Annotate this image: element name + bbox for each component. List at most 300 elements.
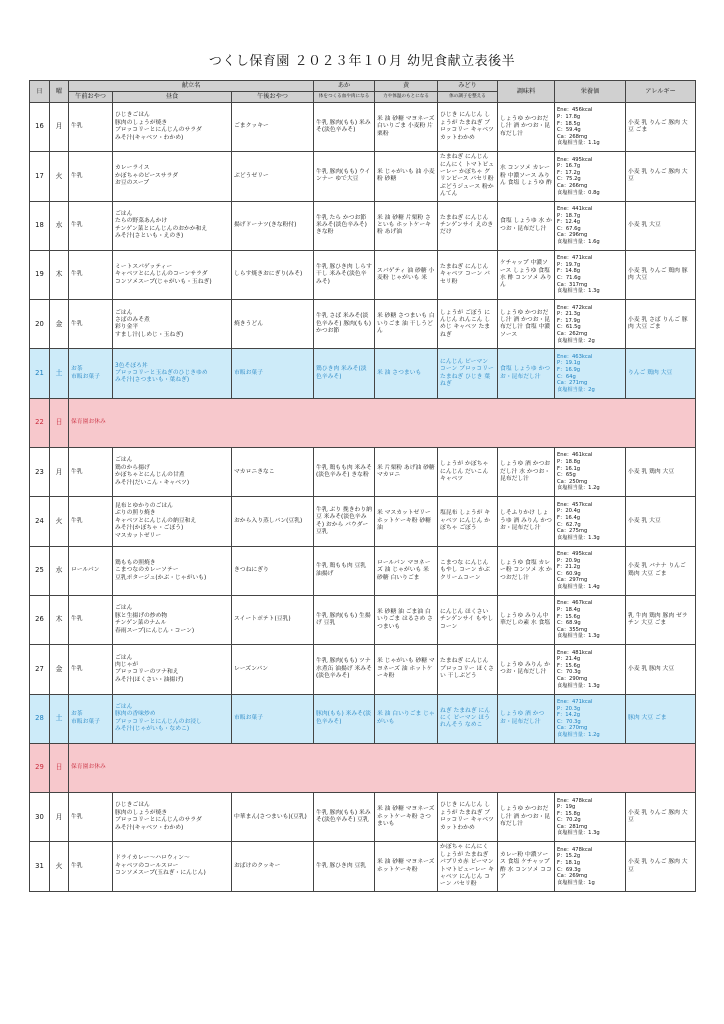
allergy-cell-text: りんご 鶏肉 大豆 <box>628 369 673 376</box>
day-cell <box>30 201 50 250</box>
energy-value: Ene：478kcal <box>557 797 593 804</box>
fat-value: F：16.4g <box>557 514 581 521</box>
yellow-food-cell <box>375 103 438 152</box>
am-snack-cell-text: お茶 市販お菓子 <box>71 711 100 725</box>
nutrition-cell <box>555 349 626 398</box>
weekday-cell <box>50 497 69 546</box>
nutrition-cell <box>555 694 626 743</box>
weekday-cell-text: 日 <box>55 763 63 772</box>
lunch-cell <box>113 448 232 497</box>
seasoning-cell <box>498 250 555 299</box>
green-food-cell <box>438 842 498 891</box>
green-food-cell-text: たまねぎ にんじん キャベツ コーン パセリ粉 <box>440 263 490 285</box>
menu-row <box>30 152 696 201</box>
weekday-cell <box>50 448 69 497</box>
seasoning-cell <box>498 349 555 398</box>
lunch-cell-text: ごはん 豚と生揚げの炒め物 チンゲン菜のナムル 春雨スープ(にんじん・コーン) <box>115 605 195 634</box>
yellow-food-cell <box>375 497 438 546</box>
carb-value: C：60.9g <box>557 570 581 577</box>
carb-value: C：59.4g <box>557 127 581 134</box>
protein-value: P：21.3g <box>557 311 581 318</box>
red-food-cell <box>314 694 375 743</box>
allergy-cell-text: 小麦 乳 豚肉 大豆 <box>628 665 675 672</box>
allergy-cell <box>626 349 696 398</box>
red-food-cell <box>314 842 375 891</box>
yellow-food-cell-text: スパゲティ 油 砂糖 小麦粉 じゃがいも 米 <box>377 267 435 282</box>
am-snack-cell <box>69 645 113 694</box>
lunch-cell <box>113 300 232 349</box>
green-food-cell <box>438 250 498 299</box>
salt-value: 食塩相当量：1.2g <box>557 731 600 738</box>
protein-value: P：19g <box>557 804 576 811</box>
weekday-cell-text: 土 <box>55 714 63 722</box>
yellow-food-cell-text: 米 砂糖 さつまいも 白いりごま 油 干しうどん <box>377 313 435 335</box>
protein-value: P：19.7g <box>557 261 581 268</box>
green-food-cell-text: こまつな にんじん もやし コーン かぶ クリームコーン <box>440 559 490 581</box>
weekday-cell <box>50 595 69 644</box>
header-am-snack: 午前おやつ <box>69 92 113 103</box>
allergy-cell-text: 豚肉 大豆 ごま <box>628 715 667 721</box>
salt-value: 食塩相当量：0.8g <box>557 189 600 196</box>
seasoning-cell <box>498 546 555 595</box>
red-food-cell-text: 牛乳 豚肉(もも) 米みそ(淡色辛みそ) 豆乳 <box>316 809 371 824</box>
seasoning-cell <box>498 694 555 743</box>
nutrition-cell <box>555 793 626 842</box>
calcium-value: Ca：317mg <box>557 281 588 288</box>
pm-snack-cell <box>232 497 314 546</box>
green-food-cell-text: ねぎ たまねぎ にんにく ピーマン ほうれんそう なめこ <box>440 707 491 729</box>
red-food-cell <box>314 645 375 694</box>
protein-value: P：21.4g <box>557 656 581 663</box>
seasoning-cell <box>498 842 555 891</box>
salt-value: 食塩相当量：1g <box>557 879 595 886</box>
allergy-cell-text: 小麦 乳 大豆 <box>628 517 661 524</box>
green-food-cell <box>438 497 498 546</box>
pm-snack-cell-text: 中華まん(さつまいも)(豆乳) <box>234 813 307 820</box>
fat-value: F：21.2g <box>557 564 581 571</box>
am-snack-cell <box>69 448 113 497</box>
am-snack-cell <box>69 349 113 398</box>
protein-value: P：17.8g <box>557 113 581 120</box>
pm-snack-cell-text: 焼きうどん <box>234 320 263 327</box>
am-snack-cell <box>69 103 113 152</box>
salt-value: 食塩相当量：1.1g <box>557 140 600 147</box>
seasoning-cell <box>498 300 555 349</box>
seasoning-cell-text: ケチャップ 中濃ソース しょうゆ 食塩 水 酢 コンソメ みりん <box>500 260 552 289</box>
energy-value: Ene：456kcal <box>557 107 593 114</box>
red-food-cell <box>314 201 375 250</box>
pm-snack-cell <box>232 250 314 299</box>
salt-value: 食塩相当量：1.3g <box>557 633 600 640</box>
weekday-cell <box>50 842 69 891</box>
am-snack-cell <box>69 497 113 546</box>
am-snack-cell-text: 牛乳 <box>71 616 83 623</box>
allergy-cell-text: 小麦 乳 さば りんご 豚肉 大豆 ごま <box>628 316 688 331</box>
day-cell-text: 18 <box>35 221 44 230</box>
am-snack-cell <box>69 842 113 891</box>
fat-value: F：17.2g <box>557 169 581 176</box>
red-food-cell <box>314 497 375 546</box>
am-snack-cell-text: 牛乳 <box>71 813 83 820</box>
pm-snack-cell <box>232 103 314 152</box>
seasoning-cell <box>498 201 555 250</box>
seasoning-cell-text: 食塩 しょうゆ かつお・昆布だし汁 <box>500 366 551 380</box>
seasoning-cell <box>498 645 555 694</box>
weekday-cell-text: 水 <box>55 221 63 230</box>
closed-notice-text: 保育園お休み <box>71 764 106 771</box>
red-food-cell-text: 牛乳 豚肉(もも) 米みそ(淡色辛みそ) <box>316 119 371 134</box>
yellow-food-cell-text: 米 マスカットゼリー ホットケーキ粉 砂糖 油 <box>377 510 431 532</box>
menu-row <box>30 201 696 250</box>
calcium-value: Ca：297mg <box>557 577 588 584</box>
lunch-cell <box>113 250 232 299</box>
red-food-cell-text: 牛乳 豚肉(もも) ツナ水煮缶 油揚げ 米みそ(淡色辛みそ) <box>316 658 372 680</box>
allergy-cell <box>626 645 696 694</box>
day-cell-text: 28 <box>35 714 44 722</box>
day-cell-text: 26 <box>35 615 44 624</box>
allergy-cell <box>626 694 696 743</box>
salt-value: 食塩相当量：1.3g <box>557 682 600 689</box>
green-food-cell <box>438 349 498 398</box>
yellow-food-cell-text: 米 片栗粉 あげ油 砂糖 マカロニ <box>377 464 435 479</box>
weekday-cell-text: 火 <box>55 861 63 870</box>
nutrition-cell <box>555 201 626 250</box>
header-allergy: アレルギー <box>626 81 696 103</box>
protein-value: P：20.4g <box>557 508 581 515</box>
page-title: つくし保育園 ２０２３年１０月 幼児食献立表後半 <box>208 54 516 69</box>
protein-value: P：19.1g <box>557 360 581 367</box>
red-food-cell-text: 牛乳 さば 米みそ(淡色辛みそ) 豚肉(もも) かつお節 <box>316 313 372 335</box>
protein-value: P：18.7g <box>557 212 581 219</box>
lunch-cell-text: ごはん 豚肉の香味炒め ブロッコリーとにんじんのお浸し みそ汁(じゃがいも・なめこ) <box>115 703 202 733</box>
carb-value: C：70.3g <box>557 669 581 676</box>
seasoning-cell <box>498 595 555 644</box>
green-food-cell-text: しょうが ごぼう にんじん れんこん しめじ キャベツ たまねぎ <box>440 309 491 338</box>
weekday-cell <box>50 694 69 743</box>
carb-value: C：70.2g <box>557 817 581 824</box>
menu-row <box>30 595 696 644</box>
weekday-cell-text: 金 <box>55 664 63 673</box>
am-snack-cell <box>69 300 113 349</box>
energy-value: Ene：481kcal <box>557 649 593 656</box>
yellow-food-cell <box>375 349 438 398</box>
red-food-cell-text: 牛乳 鶏もも肉 米みそ(淡色辛みそ) きな粉 <box>316 464 372 479</box>
yellow-food-cell <box>375 152 438 201</box>
calcium-value: Ca：268mg <box>557 133 588 140</box>
yellow-food-cell <box>375 694 438 743</box>
pm-snack-cell <box>232 546 314 595</box>
red-food-cell <box>314 300 375 349</box>
am-snack-cell-text: 牛乳 <box>71 222 83 229</box>
weekday-cell <box>50 349 69 398</box>
yellow-food-cell-text: 米 油 さつまいも <box>377 369 422 376</box>
calcium-value: Ca：296mg <box>557 232 588 239</box>
am-snack-cell-text: 牛乳 <box>71 320 83 327</box>
yellow-food-cell <box>375 448 438 497</box>
lunch-cell <box>113 497 232 546</box>
closed-notice-text: 保育園お休み <box>71 419 106 426</box>
seasoning-cell <box>498 103 555 152</box>
calcium-value: Ca：270mg <box>557 725 588 732</box>
pm-snack-cell-text: ぶどうゼリー <box>234 172 269 179</box>
calcium-value: Ca：281mg <box>557 823 588 830</box>
nutrition-cell <box>555 595 626 644</box>
day-cell <box>30 595 50 644</box>
weekday-cell <box>50 546 69 595</box>
green-food-cell-text: にんじん ほくさい チンゲンサイ もやし コーン <box>440 609 494 630</box>
salt-value: 食塩相当量：1.2g <box>557 485 600 492</box>
yellow-food-cell-text: 米 油 砂糖 マヨネーズ 白いりごま 小麦粉 片栗粉 <box>377 116 435 137</box>
am-snack-cell-text: 牛乳 <box>71 517 83 524</box>
yellow-food-cell <box>375 645 438 694</box>
fat-value: F：18.5g <box>557 120 581 127</box>
pm-snack-cell-text: マカロニきなこ <box>234 468 275 475</box>
green-food-cell <box>438 645 498 694</box>
am-snack-cell-text: 牛乳 <box>71 862 83 869</box>
lunch-cell-text: 3色そぼろ丼 ブロッコリーと玉ねぎのひじきゆめ みそ汁(さつまいも・葉ねぎ) <box>115 362 208 384</box>
header-yellow: 黄 <box>375 81 438 92</box>
red-food-cell-text: 牛乳 豚肉(もも) ウインナー ゆで大豆 <box>316 169 371 183</box>
carb-value: C：64g <box>557 373 576 380</box>
seasoning-cell-text: しょうゆ かつおだし汁 酒 かつお・昆布だし汁 <box>500 116 551 137</box>
lunch-cell <box>113 694 232 743</box>
red-food-cell-text: 牛乳 豚ひき肉 しらす干し 米みそ(淡色辛みそ) <box>316 263 372 285</box>
am-snack-cell <box>69 595 113 644</box>
header-weekday: 曜 <box>50 81 69 103</box>
seasoning-cell-text: しょうゆ みりん中華だしの素 水 食塩 <box>500 612 551 627</box>
day-cell <box>30 300 50 349</box>
pm-snack-cell-text: 市販お菓子 <box>234 369 263 376</box>
menu-body <box>30 103 696 892</box>
pm-snack-cell <box>232 349 314 398</box>
pm-snack-cell <box>232 448 314 497</box>
day-cell <box>30 842 50 891</box>
day-cell-text: 25 <box>35 566 44 575</box>
pm-snack-cell-text: レーズンパン <box>234 665 269 672</box>
header-yellow-sub: 力や体温のもとになる <box>375 92 438 103</box>
menu-row <box>30 250 696 299</box>
carb-value: C：75.2g <box>557 176 581 183</box>
seasoning-cell <box>498 793 555 842</box>
menu-row <box>30 349 696 398</box>
green-food-cell-text: たまねぎ にんじん チンゲンサイ えのきだけ <box>440 214 494 236</box>
calcium-value: Ca：269mg <box>557 873 588 880</box>
allergy-cell-text: 小麦 乳 りんご 豚肉 大豆 <box>628 859 688 873</box>
green-food-cell-text: たまねぎ にんじん ブロッコリー ほくさい 干しぶどう <box>440 658 494 680</box>
weekday-cell <box>50 103 69 152</box>
allergy-cell <box>626 201 696 250</box>
carb-value: C：69.3g <box>557 866 581 873</box>
yellow-food-cell <box>375 595 438 644</box>
red-food-cell <box>314 250 375 299</box>
am-snack-cell-text: 牛乳 <box>71 468 83 475</box>
day-cell <box>30 398 50 447</box>
red-food-cell-text: 豚肉(もも) 米みそ(淡色辛みそ) <box>316 711 372 725</box>
allergy-cell <box>626 103 696 152</box>
weekday-cell-text: 月 <box>55 467 63 476</box>
day-cell <box>30 448 50 497</box>
salt-value: 食塩相当量：2g <box>557 386 595 393</box>
fat-value: F：14.2g <box>557 712 581 719</box>
am-snack-cell-text: 牛乳 <box>71 123 83 130</box>
lunch-cell <box>113 152 232 201</box>
header-day: 日 <box>30 81 50 103</box>
energy-value: Ene：471kcal <box>557 255 593 262</box>
seasoning-cell-text: 水 コンソメ カレー粉 中濃ソース みりん 食塩 しょうゆ 酢 <box>500 165 552 187</box>
yellow-food-cell <box>375 201 438 250</box>
am-snack-cell-text: 牛乳 <box>71 172 83 179</box>
red-food-cell <box>314 103 375 152</box>
weekday-cell-text: 水 <box>55 566 63 575</box>
pm-snack-cell-text: ごまクッキー <box>234 123 269 130</box>
header-green-sub: 体の調子を整える <box>438 92 498 103</box>
weekday-cell <box>50 250 69 299</box>
salt-value: 食塩相当量：1.3g <box>557 288 600 295</box>
allergy-cell-text: 小麦 乳 りんご 豚肉 大豆 <box>628 809 688 824</box>
green-food-cell-text: かぼちゃ にんにく しょうが たまねぎ パプリカ赤 ピーマン トマトピューレー キャベツ にんじん コーン パセリ粉 <box>440 844 494 888</box>
carb-value: C：68.9g <box>557 620 581 627</box>
seasoning-cell <box>498 152 555 201</box>
header-lunch: 昼食 <box>113 92 232 103</box>
am-snack-cell <box>69 694 113 743</box>
yellow-food-cell <box>375 300 438 349</box>
carb-value: C：65g <box>557 472 576 479</box>
header-red: あか <box>314 81 375 92</box>
am-snack-cell-text: お茶 市販お菓子 <box>71 366 100 380</box>
seasoning-cell <box>498 497 555 546</box>
green-food-cell-text: ひじき にんじん しょうが たまねぎ ブロッコリー キャベツ カットわかめ <box>440 112 494 141</box>
lunch-cell <box>113 645 232 694</box>
red-food-cell <box>314 152 375 201</box>
nutrition-cell <box>555 645 626 694</box>
salt-value: 食塩相当量：1.3g <box>557 534 600 541</box>
lunch-cell-text: ミートスパゲッティー キャベツとにんじんのコーンサラダ コンソメスープ(じゃがいも・玉ねぎ) <box>115 263 212 285</box>
pm-snack-cell <box>232 201 314 250</box>
protein-value: P：18.8g <box>557 459 581 466</box>
allergy-cell <box>626 793 696 842</box>
allergy-cell <box>626 497 696 546</box>
allergy-cell-text: 小麦 乳 りんご 豚肉 大豆 ごま <box>628 119 688 134</box>
seasoning-cell-text: しょうゆ 食塩 カレー粉 コンソメ 水 かつおだし汁 <box>500 559 552 581</box>
weekday-cell-text: 土 <box>55 368 63 377</box>
weekday-cell-text: 火 <box>55 171 63 180</box>
day-cell-text: 17 <box>35 171 44 180</box>
green-food-cell-text: にんじん ピーマン コーン ブロッコリー たまねぎ ひじき 葉ねぎ <box>440 358 494 388</box>
green-food-cell <box>438 694 498 743</box>
red-food-cell-text: 鶏ひき肉 米みそ(淡色辛みそ) <box>316 366 367 380</box>
day-cell <box>30 645 50 694</box>
pm-snack-cell-text: スイートポテト(豆乳) <box>234 616 291 623</box>
green-food-cell-text: ひじき にんじん しょうが たまねぎ ブロッコリー キャベツ カットわかめ <box>440 802 494 831</box>
calcium-value: Ca：271mg <box>557 380 588 387</box>
protein-value: P：20.3g <box>557 705 581 712</box>
allergy-cell <box>626 152 696 201</box>
allergy-cell <box>626 842 696 891</box>
energy-value: Ene：457kcal <box>557 501 593 508</box>
menu-row <box>30 793 696 842</box>
allergy-cell <box>626 546 696 595</box>
red-food-cell <box>314 349 375 398</box>
yellow-food-cell-text: 米 砂糖 油 ごま油 白いりごま はるさめ さつまいも <box>377 609 433 630</box>
pm-snack-cell-text: しらす焼きおにぎり(みそ) <box>234 271 303 278</box>
red-food-cell-text: 牛乳 豚ひき肉 豆乳 <box>316 862 367 869</box>
energy-value: Ene：495kcal <box>557 551 593 558</box>
day-cell-text: 29 <box>35 763 44 772</box>
seasoning-cell-text: しょうゆ みりん かつお・昆布だし汁 <box>500 662 551 676</box>
pm-snack-cell <box>232 645 314 694</box>
green-food-cell <box>438 103 498 152</box>
red-food-cell-text: 牛乳 鶏もも肉 豆乳 油揚げ <box>316 563 367 577</box>
yellow-food-cell <box>375 546 438 595</box>
red-food-cell-text: 牛乳 豚肉(もも) 生揚げ 豆乳 <box>316 612 371 627</box>
allergy-cell-text: 小麦 乳 バナナ りんご 鶏肉 大豆 ごま <box>628 563 686 577</box>
yellow-food-cell-text: ロールパン マヨネーズ 油 じゃがいも 米 砂糖 白いりごま <box>377 559 431 581</box>
header-seasoning: 調味料 <box>498 81 555 103</box>
day-cell-text: 22 <box>35 418 44 427</box>
pm-snack-cell <box>232 793 314 842</box>
lunch-cell-text: 昆布とゆかりのごはん ぶりの照り焼き キャベツとにんじんの納豆和え みそ汁(かぼちゃ・ごぼう) マスカットゼリー <box>115 503 197 539</box>
day-cell <box>30 349 50 398</box>
menu-row <box>30 300 696 349</box>
calcium-value: Ca：262mg <box>557 330 588 337</box>
green-food-cell-text: 塩昆布 しょうが キャベツ にんじん かぼちゃ ごぼう <box>440 510 491 532</box>
pm-snack-cell <box>232 152 314 201</box>
day-cell-text: 20 <box>35 319 44 328</box>
day-cell-text: 31 <box>35 861 44 870</box>
weekday-cell-text: 月 <box>55 122 63 131</box>
closed-notice <box>69 743 696 792</box>
salt-value: 食塩相当量：1.6g <box>557 238 600 245</box>
green-food-cell-text: たまねぎ にんじん にんにく トマトピューレー かぼちゃ グリンピース パセリ粉 ぶどうジュース 粉かんてん <box>440 154 495 198</box>
carb-value: C：70.3g <box>557 718 581 725</box>
lunch-cell <box>113 103 232 152</box>
nutrition-cell <box>555 448 626 497</box>
yellow-food-cell-text: 米 油 砂糖 マヨネーズ ホットケーキ粉 さつまいも <box>377 806 435 827</box>
yellow-food-cell-text: 米 油 砂糖 片栗粉 さといも ホットケーキ粉 あげ油 <box>377 214 431 236</box>
calcium-value: Ca：275mg <box>557 528 588 535</box>
seasoning-cell-text: 食塩 しょうゆ 水 かつお・昆布だし汁 <box>500 218 552 232</box>
lunch-cell-text: ごはん 鶏のから揚げ かぼちゃとにんじんの甘煮 みそ汁(だいこん・キャベツ) <box>115 457 190 486</box>
fat-value: F：12.4g <box>557 219 581 226</box>
nutrition-cell <box>555 497 626 546</box>
lunch-cell-text: ドライカレー〜ハロウィン〜 キャベツのコールスロー コンソメスープ(玉ねぎ・にんじん) <box>115 855 206 877</box>
day-cell-text: 21 <box>35 368 44 377</box>
green-food-cell <box>438 201 498 250</box>
protein-value: P：15.2g <box>557 853 581 860</box>
carb-value: C：61.5g <box>557 324 581 331</box>
weekday-cell-text: 月 <box>55 812 63 821</box>
allergy-cell-text: 乳 牛肉 鶏肉 豚肉 ゼラチン 大豆 ごま <box>628 612 688 627</box>
menu-row <box>30 743 696 792</box>
lunch-cell <box>113 793 232 842</box>
red-food-cell <box>314 448 375 497</box>
green-food-cell <box>438 793 498 842</box>
energy-value: Ene：441kcal <box>557 205 593 212</box>
lunch-cell-text: ごはん さばのみそ煮 彩り金平 すまし汁(しめじ・玉ねぎ) <box>115 309 184 338</box>
green-food-cell <box>438 546 498 595</box>
fat-value: F：15.6g <box>557 662 581 669</box>
menu-row <box>30 398 696 447</box>
green-food-cell <box>438 595 498 644</box>
weekday-cell-text: 木 <box>55 270 63 279</box>
allergy-cell <box>626 448 696 497</box>
fat-value: F：18.1g <box>557 860 581 866</box>
day-cell-text: 30 <box>35 812 44 821</box>
weekday-cell-text: 金 <box>55 319 63 328</box>
calcium-value: Ca：290mg <box>557 676 588 682</box>
weekday-cell <box>50 300 69 349</box>
nutrition-cell <box>555 250 626 299</box>
